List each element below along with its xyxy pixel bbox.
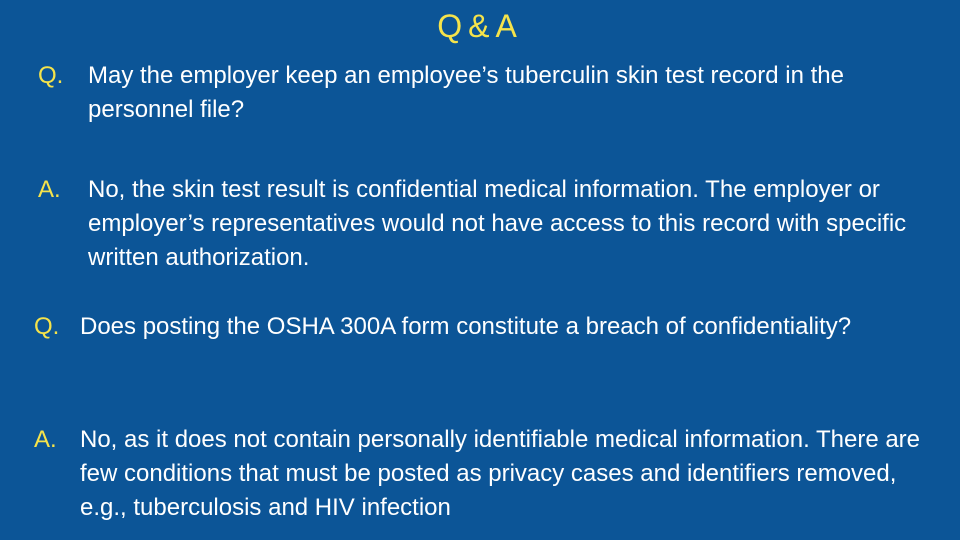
question-text: May the employer keep an employee’s tuberculin skin test record in the personnel file? <box>88 62 844 123</box>
answer-text: No, as it does not contain personally identifiable medical information. There are few conditions that must be posted as privacy cases and identifiers removed, e.g., tuberculosis and HIV infection <box>80 426 921 521</box>
answer-1 <box>38 173 938 275</box>
question-2 <box>34 310 934 344</box>
answer-marker: A. <box>34 426 57 453</box>
question-marker: Q. <box>34 313 60 340</box>
answer-2 <box>34 423 944 525</box>
question-marker: Q. <box>38 62 64 89</box>
question-1 <box>38 59 938 127</box>
question-text: Does posting the OSHA 300A form constitute a breach of confidentiality? <box>80 313 852 340</box>
answer-text: No, the skin test result is confidential medical information. The employer or employer’s representatives would not have access to this record with specific written authorization. <box>88 176 907 271</box>
answer-marker: A. <box>38 176 61 203</box>
slide-title: Q&A <box>437 8 523 44</box>
